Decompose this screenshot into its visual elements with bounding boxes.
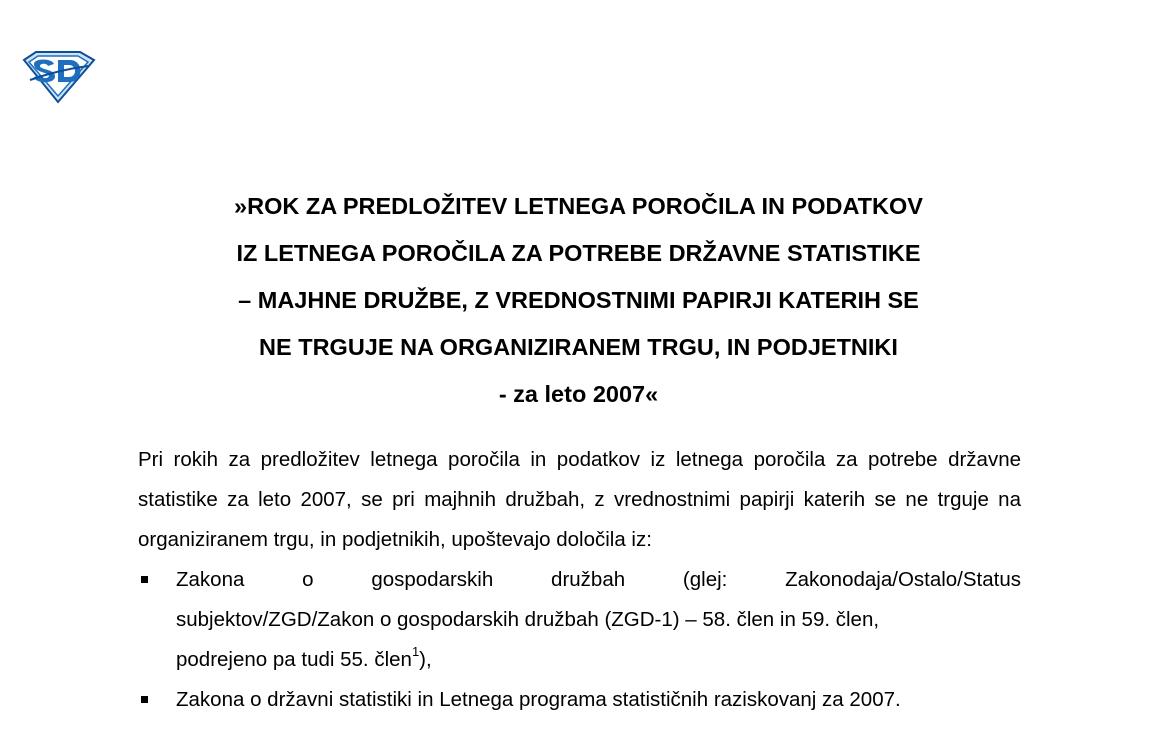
logo-emblem (22, 50, 96, 104)
title-line-2: IZ LETNEGA POROČILA ZA POTREBE DRŽAVNE STATISTIKE (236, 240, 921, 266)
title-line-3: – MAJHNE DRUŽBE, Z VREDNOSTNIMI PAPIRJI KATERIH SE (238, 287, 919, 313)
intro-paragraph: Pri rokih za predložitev letnega poročila in podatkov iz letnega poročila za potrebe državne statistike za leto 2007, se pri majhnih družbah, z vrednostnimi papirji katerih se ne trguje na organiziranem trgu, in podjetnikih, upoštevajo določila iz: (138, 448, 1021, 551)
document-body (138, 440, 1021, 720)
title-line-5: - za leto 2007« (498, 381, 659, 407)
title-line-1: »ROK ZA PREDLOŽITEV LETNEGA POROČILA IN PODATKOV (234, 193, 923, 219)
bullet-list (138, 560, 1021, 720)
word: Zakonodaja/Ostalo/Status (785, 568, 1021, 591)
bullet-last-line (176, 640, 1021, 680)
word: o (302, 568, 314, 591)
bullet-tail: ), (419, 648, 432, 671)
title-line-4: NE TRGUJE NA ORGANIZIRANEM TRGU, IN PODJETNIKI (259, 334, 898, 360)
bullet-text: Zakona o državni statistiki in Letnega programa statističnih raziskovanj za 2007. (176, 688, 901, 711)
bullet-continuation: subjektov/ZGD/Zakon o gospodarskih družbah (ZGD-1) – 58. člen in 59. člen, (176, 608, 880, 631)
word: (glej: (682, 568, 728, 591)
word: družbah (551, 568, 626, 591)
word: Zakona (176, 568, 245, 591)
document-title (100, 183, 1057, 418)
bullet-item-statistics (138, 680, 1021, 720)
word: gospodarskih (371, 568, 494, 591)
footnote-reference[interactable]: 1 (411, 644, 420, 659)
bullet-last-text: podrejeno pa tudi 55. člen (176, 648, 412, 671)
square-bullet-icon (141, 696, 148, 703)
company-logo (22, 50, 96, 104)
square-bullet-icon (141, 576, 148, 583)
bullet-item-zgd (138, 560, 1021, 680)
bullet-first-line (176, 560, 1021, 600)
